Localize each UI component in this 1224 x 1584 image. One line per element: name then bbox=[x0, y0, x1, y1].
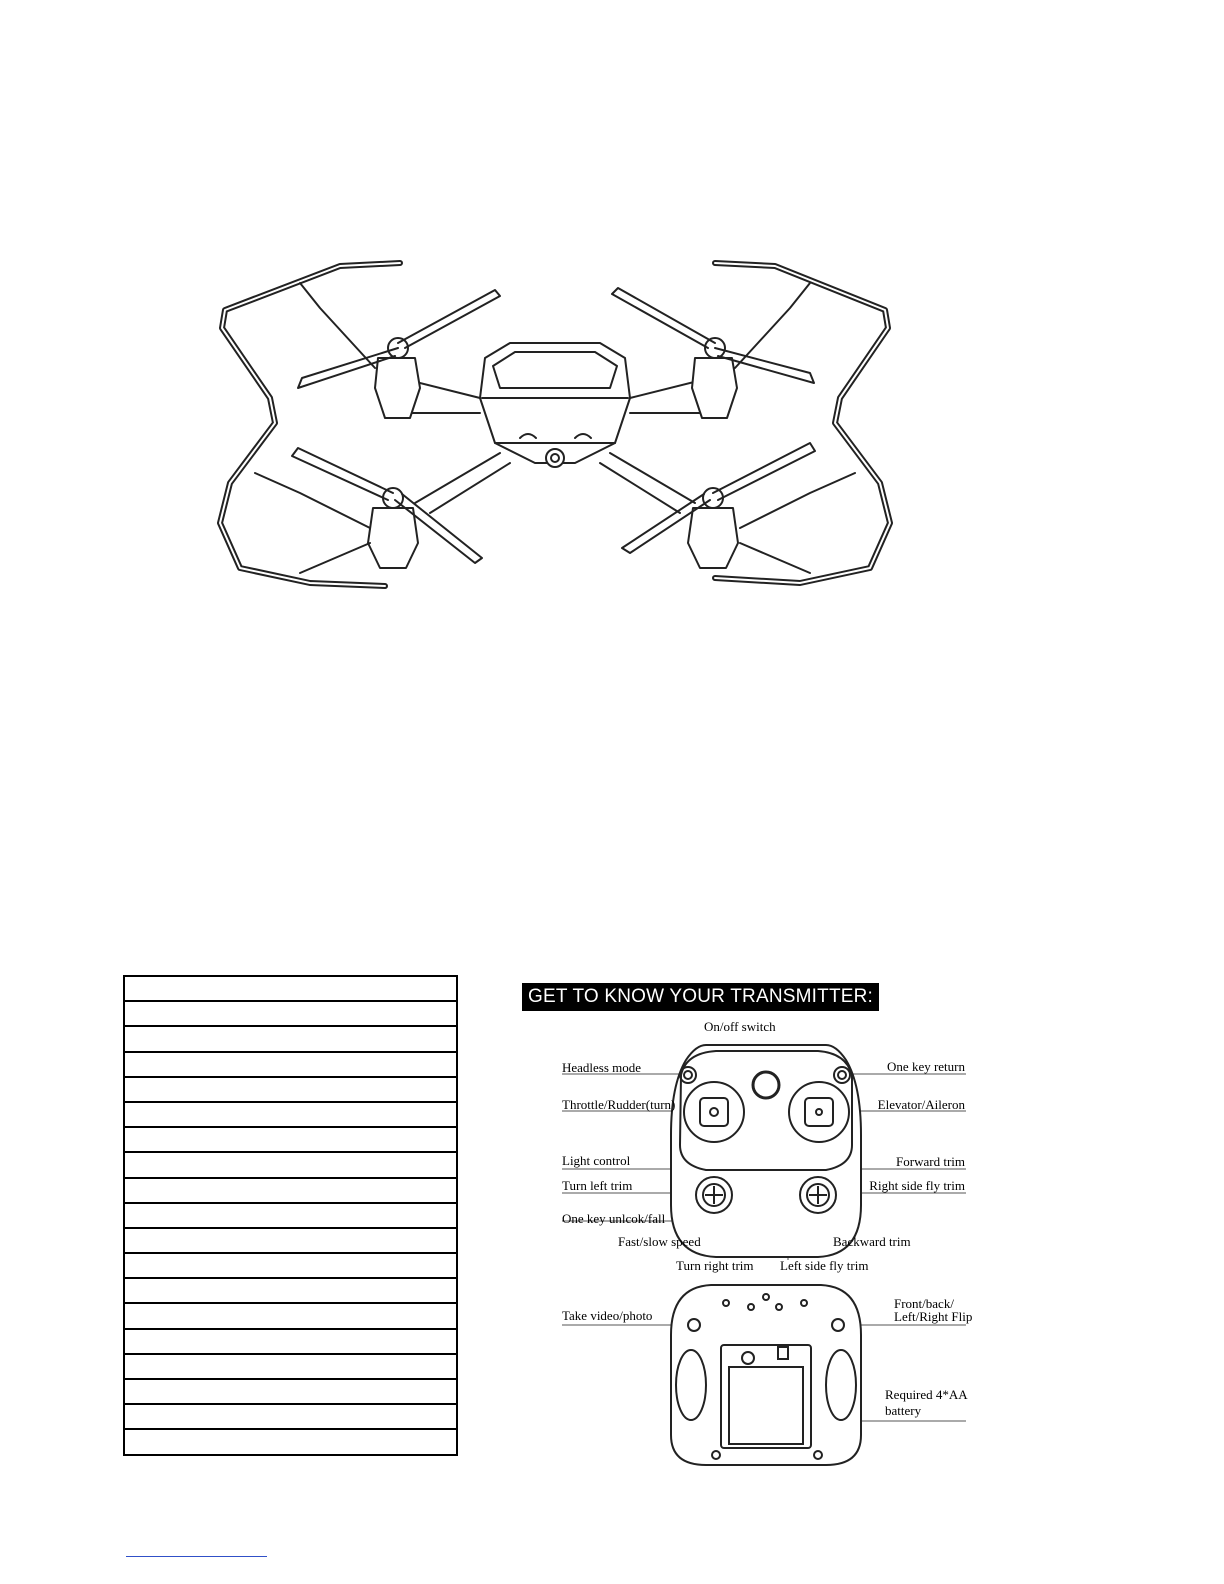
table-cell bbox=[124, 1178, 457, 1203]
table-row bbox=[124, 1026, 457, 1051]
table-row bbox=[124, 1303, 457, 1328]
label-battery-line-1: Required 4*AA bbox=[885, 1387, 968, 1402]
table-cell bbox=[124, 1026, 457, 1051]
table-row bbox=[124, 1379, 457, 1404]
label-throttle-rudder: Throttle/Rudder(turn) bbox=[562, 1097, 676, 1112]
label-flip-line-2: Left/Right Flip bbox=[894, 1309, 973, 1324]
label-take-video-photo: Take video/photo bbox=[562, 1308, 653, 1323]
table-row bbox=[124, 1102, 457, 1127]
table-row bbox=[124, 1203, 457, 1228]
motor-front-right bbox=[692, 338, 737, 418]
label-light-control: Light control bbox=[562, 1153, 631, 1168]
label-turn-left-trim: Turn left trim bbox=[562, 1178, 633, 1193]
table-row bbox=[124, 1052, 457, 1077]
camera-lens bbox=[546, 449, 564, 467]
table-row bbox=[124, 1152, 457, 1177]
table-cell bbox=[124, 1404, 457, 1429]
table-cell bbox=[124, 1329, 457, 1354]
table-cell bbox=[124, 1278, 457, 1303]
parts-table bbox=[123, 975, 458, 1456]
drone-arm bbox=[600, 453, 695, 513]
table-row bbox=[124, 1077, 457, 1102]
label-on-off-switch: On/off switch bbox=[704, 1019, 776, 1034]
transmitter-back-view bbox=[671, 1285, 861, 1465]
drone-illustration bbox=[210, 248, 900, 593]
table-cell bbox=[124, 1253, 457, 1278]
prop-guard bbox=[715, 263, 890, 583]
drone-arm bbox=[415, 453, 510, 513]
label-one-key-return: One key return bbox=[887, 1059, 965, 1074]
table-cell bbox=[124, 1102, 457, 1127]
transmitter-front-view bbox=[671, 1045, 861, 1257]
transmitter-diagram bbox=[556, 1015, 976, 1475]
label-backward-trim: Backward trim bbox=[833, 1234, 911, 1249]
table-row bbox=[124, 1001, 457, 1026]
label-forward-trim: Forward trim bbox=[896, 1154, 965, 1169]
table-cell bbox=[124, 976, 457, 1001]
table-row bbox=[124, 1404, 457, 1429]
label-elevator-aileron: Elevator/Aileron bbox=[877, 1097, 965, 1112]
table-row bbox=[124, 1429, 457, 1454]
table-cell bbox=[124, 1429, 457, 1454]
label-battery-line-2: battery bbox=[885, 1403, 922, 1418]
footer-link-underline[interactable] bbox=[126, 1556, 267, 1557]
table-cell bbox=[124, 1052, 457, 1077]
transmitter-heading: GET TO KNOW YOUR TRANSMITTER: bbox=[522, 983, 879, 1011]
table-cell bbox=[124, 1077, 457, 1102]
table-row bbox=[124, 1178, 457, 1203]
table-row bbox=[124, 1329, 457, 1354]
label-one-key-unlock: One key unlcok/fall bbox=[562, 1211, 666, 1226]
label-left-side-fly-trim: Left side fly trim bbox=[780, 1258, 869, 1273]
label-turn-right-trim: Turn right trim bbox=[676, 1258, 754, 1273]
table-row bbox=[124, 1228, 457, 1253]
table-cell bbox=[124, 1152, 457, 1177]
table-cell bbox=[124, 1228, 457, 1253]
table-row bbox=[124, 1278, 457, 1303]
table-cell bbox=[124, 1203, 457, 1228]
table-row bbox=[124, 1127, 457, 1152]
label-fast-slow-speed: Fast/slow speed bbox=[618, 1234, 701, 1249]
table-row bbox=[124, 1354, 457, 1379]
label-headless-mode: Headless mode bbox=[562, 1060, 642, 1075]
table-cell bbox=[124, 1354, 457, 1379]
table-cell bbox=[124, 1303, 457, 1328]
table-row bbox=[124, 976, 457, 1001]
motor-front-left bbox=[375, 338, 420, 418]
table-cell bbox=[124, 1001, 457, 1026]
table-cell bbox=[124, 1379, 457, 1404]
label-right-side-fly-trim: Right side fly trim bbox=[869, 1178, 965, 1193]
label-flip-line-1: Front/back/ bbox=[894, 1296, 954, 1311]
table-cell bbox=[124, 1127, 457, 1152]
table-row bbox=[124, 1253, 457, 1278]
